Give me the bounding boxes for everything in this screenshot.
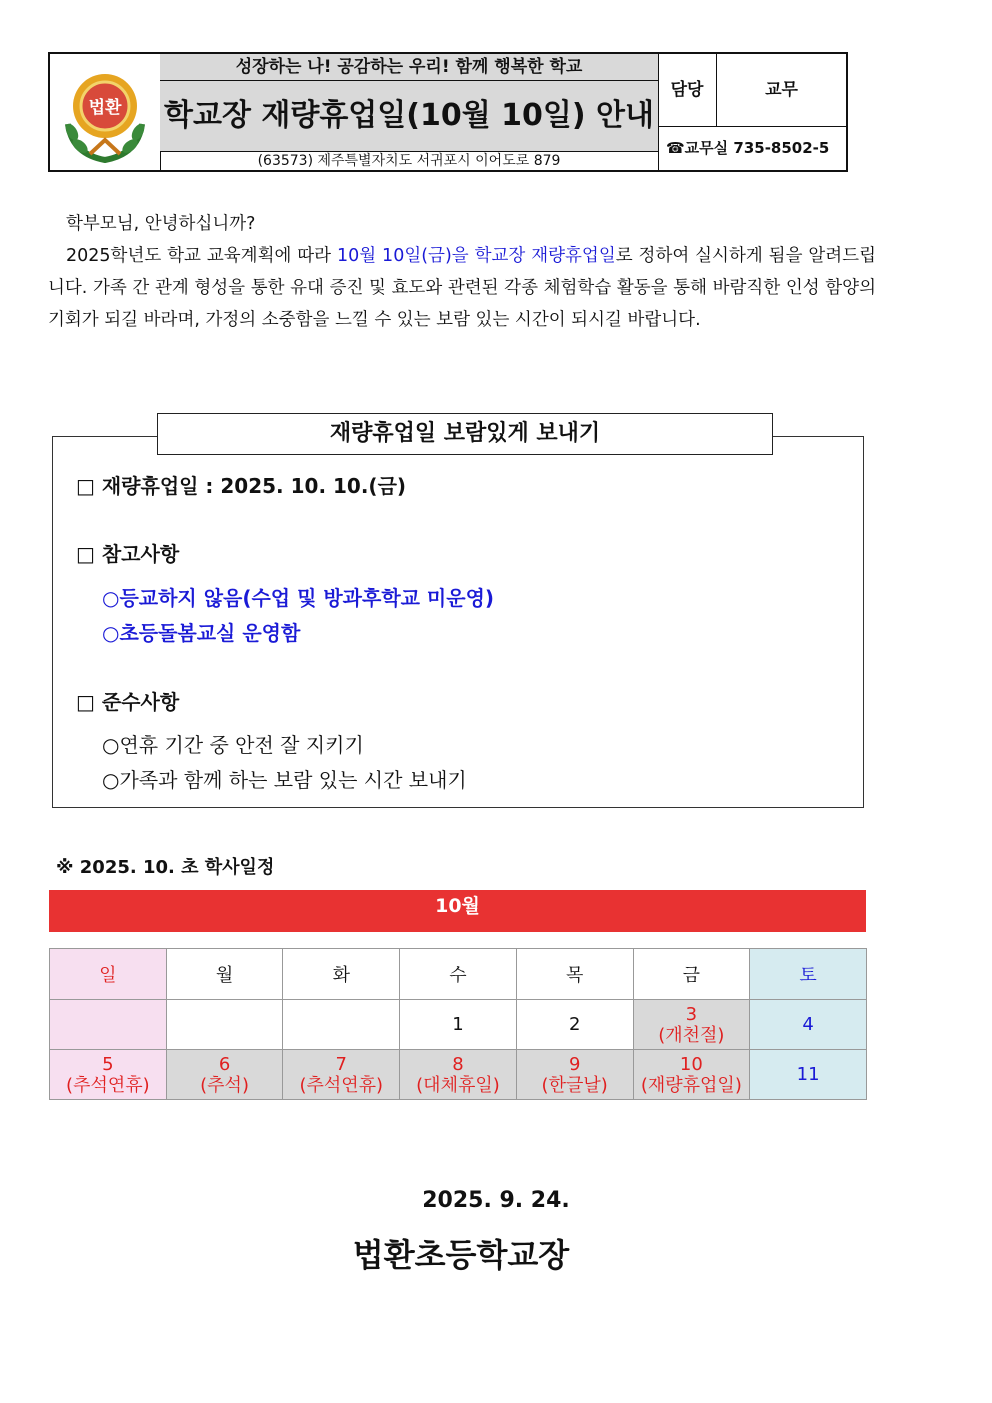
weekday-wed: 수: [400, 949, 517, 1000]
notes-heading: □ 참고사항: [76, 542, 180, 566]
calendar-cell: [283, 1000, 400, 1050]
calendar-cell: [166, 1000, 283, 1050]
department-label: 담당: [658, 54, 717, 127]
day-note: (대체휴일): [416, 1074, 500, 1096]
weekday-thu: 목: [516, 949, 633, 1000]
day-note: (추석): [200, 1074, 249, 1096]
greeting: 학부모님, 안녕하십니까?: [66, 214, 256, 234]
day-number: 3: [685, 1003, 698, 1025]
calendar-cell: [166, 1050, 283, 1100]
school-logo-cell: [50, 54, 161, 170]
day-number: 5: [102, 1053, 114, 1075]
contact-cell: [658, 54, 846, 170]
letter-paragraph: [48, 240, 876, 336]
day-number: 2: [568, 1014, 581, 1035]
weekday-row: [50, 949, 867, 1000]
title-cell: [160, 54, 659, 170]
day-number: 8: [452, 1053, 464, 1075]
note-item: ○등교하지 않음(수업 및 방과후학교 미운영): [102, 586, 495, 610]
calendar-week-row: [50, 1050, 867, 1100]
rule-item: ○연휴 기간 중 안전 잘 지키기: [102, 733, 364, 757]
letter-body: [48, 208, 876, 336]
letterhead-table: [48, 52, 848, 172]
day-note: (개천절): [658, 1024, 725, 1046]
calendar-cell: [750, 1050, 867, 1100]
calendar-cell: [633, 1000, 750, 1050]
school-slogan: 성장하는 나! 공감하는 우리! 함께 행복한 학교: [160, 54, 658, 81]
calendar-cell: [400, 1050, 517, 1100]
rules-heading: □ 준수사항: [76, 690, 180, 714]
calendar-cell: [633, 1050, 750, 1100]
holiday-date-line: □ 재량휴업일 : 2025. 10. 10.(금): [76, 474, 407, 498]
calendar-cell: [516, 1050, 633, 1100]
weekday-fri: 금: [633, 949, 750, 1000]
calendar-cell: [750, 1000, 867, 1050]
rule-item: ○가족과 함께 하는 보람 있는 시간 보내기: [102, 768, 467, 792]
department-value: 교무: [717, 54, 846, 127]
day-note: (재량휴업일): [640, 1074, 742, 1096]
school-emblem-icon: [50, 54, 160, 170]
paragraph-text-c: 로 정하여 실시하게 됨을 알려드립니다. 가족 간 관계 형성을 통한 유대 증진 및 효도와 관련된 각종 체험학습 활동을 통해 바람직한 인성 함양의 기회가 되길 바라며, 가정의 소중함을 느낄 수 있는 보람 있는 시간이 되시길 바랍니다.: [48, 246, 876, 330]
day-number: 10: [679, 1053, 703, 1075]
day-number: 7: [335, 1053, 347, 1075]
day-note: (추석연휴): [299, 1074, 384, 1096]
calendar-week-row: [50, 1000, 867, 1050]
calendar-cell: [283, 1050, 400, 1100]
principal-signature: 법환초등학교장: [352, 1236, 570, 1274]
day-number: 4: [802, 1014, 814, 1035]
weekday-tue: 화: [283, 949, 400, 1000]
weekday-sun: 일: [50, 949, 167, 1000]
day-number: 11: [796, 1064, 820, 1085]
document-title: 학교장 재량휴업일(10월 10일) 안내: [160, 81, 658, 151]
calendar-cell: [50, 1000, 167, 1050]
month-bar: 10월: [49, 890, 866, 932]
school-address: (63573) 제주특별자치도 서귀포시 이어도로 879: [160, 151, 658, 171]
calendar-table: [49, 948, 867, 1100]
issue-date: 2025. 9. 24.: [422, 1188, 570, 1213]
schedule-caption: ※ 2025. 10. 초 학사일정: [56, 857, 275, 878]
note-item: ○초등돌봄교실 운영함: [102, 621, 301, 645]
weekday-sat: 토: [750, 949, 867, 1000]
day-number: 1: [452, 1014, 464, 1035]
day-number: 9: [568, 1053, 581, 1075]
calendar-cell: [400, 1000, 517, 1050]
paragraph-highlight: 10월 10일(금)을 학교장 재량휴업일: [336, 246, 616, 266]
calendar-cell: [50, 1050, 167, 1100]
paragraph-text-a: 2025학년도 학교 교육계획에 따라: [66, 246, 337, 266]
svg-text:법환: 법환: [88, 98, 122, 118]
day-note: (추석연휴): [66, 1074, 150, 1096]
day-number: 6: [218, 1053, 231, 1075]
day-note: (한글날): [541, 1074, 608, 1096]
phone-number: ☎교무실 735-8502-5: [666, 139, 830, 157]
calendar-cell: [516, 1000, 633, 1050]
weekday-mon: 월: [166, 949, 283, 1000]
guidance-box-title: 재량휴업일 보람있게 보내기: [157, 413, 773, 455]
